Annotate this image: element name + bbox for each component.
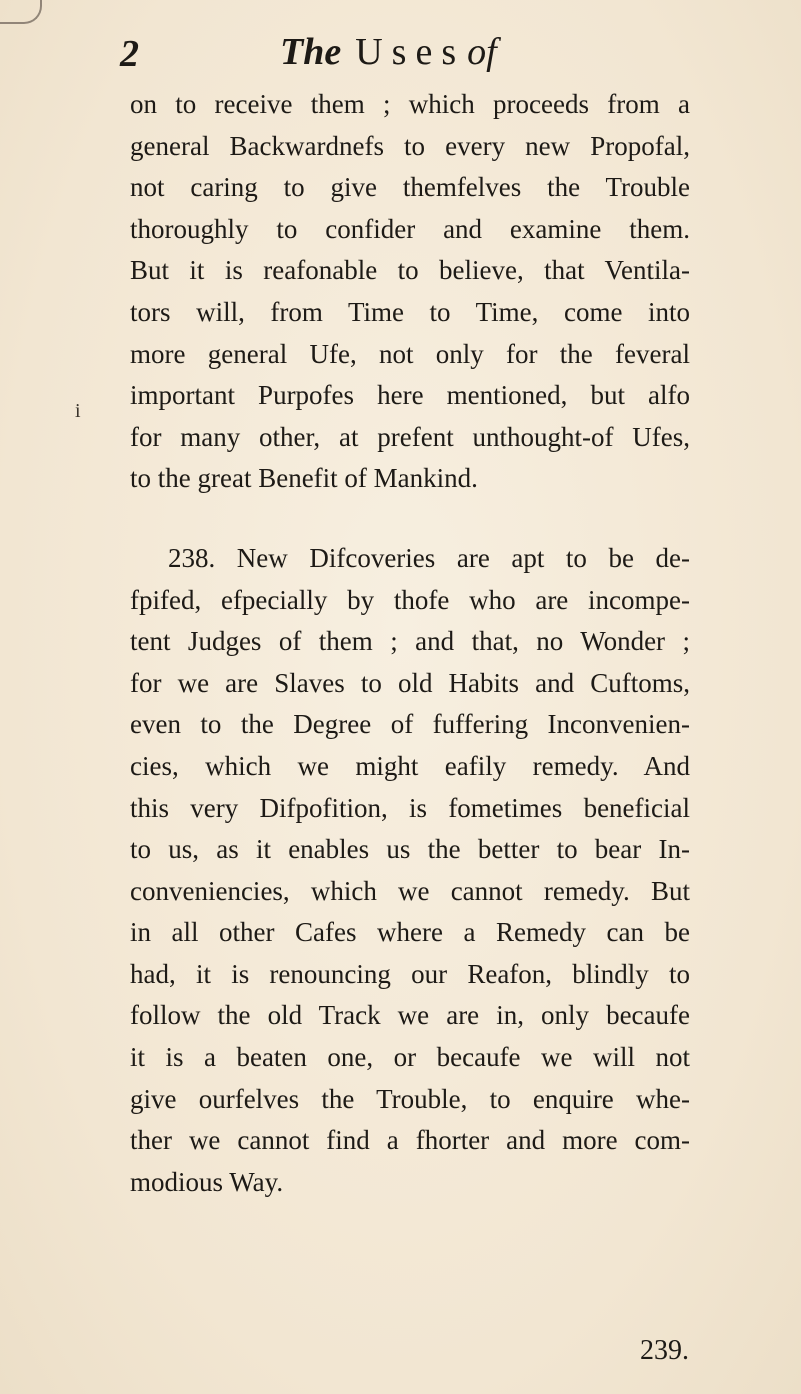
margin-mark: i: [75, 400, 81, 422]
text-line: in all other Cafes where a Remedy can be: [130, 917, 690, 948]
text-line: had, it is renouncing our Reafon, blindly to: [130, 958, 690, 989]
text-line: conveniencies, which we cannot remedy. But: [130, 875, 690, 906]
text-line: to us, as it enables us the better to bear In-: [130, 834, 690, 865]
text-line: modious Way.: [130, 1166, 284, 1197]
text-line: general Backwardnefs to every new Propofal,: [130, 130, 690, 161]
text-line: cies, which we might eafily remedy. And: [130, 750, 690, 781]
text-line: even to the Degree of fuffering Inconvenien-: [130, 709, 690, 740]
text-line: it is a beaten one, or becaufe we will not: [130, 1042, 690, 1073]
body-text: [130, 84, 690, 1203]
text-line: to the great Benefit of Mankind.: [130, 463, 478, 494]
text-line: tent Judges of them ; and that, no Wonder ;: [130, 626, 690, 657]
text-line: thoroughly to confider and examine them.: [130, 213, 690, 244]
paragraph-1: [130, 84, 690, 500]
page-number: 2: [120, 33, 139, 75]
text-line: fpifed, efpecially by thofe who are incompe-: [130, 584, 690, 615]
text-line: tors will, from Time to Time, come into: [130, 296, 690, 327]
text-line: this very Difpofition, is fometimes beneficial: [130, 792, 690, 823]
text-line: follow the old Track we are in, only becaufe: [130, 1000, 690, 1031]
running-title-the: The: [280, 31, 342, 73]
corner-ink-mark: [0, 0, 42, 24]
paragraph-238: [130, 538, 690, 1204]
text-line: on to receive them ; which proceeds from a: [130, 89, 690, 119]
text-line: But it is reafonable to believe, that Ventila-: [130, 255, 690, 286]
running-head: [120, 30, 680, 90]
text-line: for we are Slaves to old Habits and Cuftoms,: [130, 667, 690, 698]
running-title: [280, 30, 497, 74]
text-line: ther we cannot find a fhorter and more com-: [130, 1125, 690, 1156]
text-line: for many other, at prefent unthought-of Ufes,: [130, 421, 690, 452]
text-line: not caring to give themfelves the Trouble: [130, 172, 690, 203]
text-line: important Purpofes here mentioned, but alfo: [130, 380, 690, 411]
text-line: more general Ufe, not only for the feveral: [130, 338, 690, 369]
text-line: give ourfelves the Trouble, to enquire whe-: [130, 1083, 690, 1114]
running-title-uses: Uses: [355, 31, 466, 73]
text-line: 238. New Difcoveries are apt to be de-: [168, 542, 690, 573]
paragraph-gap: [130, 500, 690, 538]
catchword: 239.: [640, 1335, 689, 1366]
running-title-of: of: [467, 31, 497, 73]
